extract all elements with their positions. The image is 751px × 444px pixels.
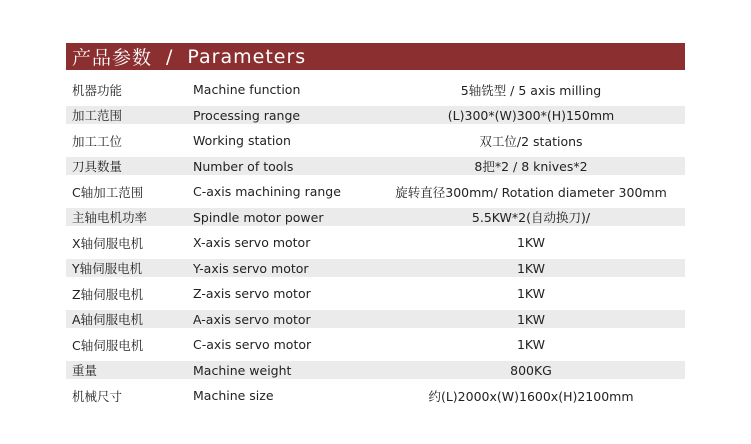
table-row [66,281,685,307]
table-row [66,259,685,277]
param-name-cn: 刀具数量 [72,159,123,175]
param-name-cn: C轴加工范围 [72,184,144,200]
param-value: 1KW [516,286,546,302]
param-name-en: X-axis servo motor [193,235,311,251]
param-name-en: Machine weight [193,362,292,378]
title-chinese: 产品参数 [72,47,153,69]
table-row [66,361,685,379]
table-row [66,77,685,103]
param-name-en: Machine function [193,82,301,98]
title-separator: / [166,45,174,68]
param-value: 5.5KW*2(自动换刀)/ [471,210,591,226]
param-name-en: Number of tools [193,158,294,174]
table-row [66,332,685,358]
param-name-cn: Z轴伺服电机 [72,286,144,302]
param-name-cn: 机器功能 [72,82,123,98]
table-row [66,230,685,256]
parameters-table [66,43,685,409]
param-value: 8把*2 / 8 knives*2 [474,159,588,175]
param-value: 约(L)2000x(W)1600x(H)2100mm [428,388,634,404]
param-name-cn: 机械尺寸 [72,388,123,404]
param-name-en: C-axis servo motor [193,337,312,353]
param-value: 1KW [516,260,546,276]
param-name-en: C-axis machining range [193,184,341,200]
param-name-en: Spindle motor power [193,209,324,225]
param-name-en: A-axis servo motor [193,311,311,327]
param-value: (L)300*(W)300*(H)150mm [447,107,615,123]
param-name-cn: 重量 [72,363,98,379]
param-name-en: Y-axis servo motor [193,260,309,276]
param-name-en: Working station [193,133,291,149]
table-row [66,310,685,328]
table-row [66,383,685,409]
param-name-cn: Y轴伺服电机 [72,261,143,277]
param-name-cn: 加工工位 [72,133,123,149]
param-value: 1KW [516,235,546,251]
param-name-cn: A轴伺服电机 [72,312,144,328]
param-value: 800KG [510,362,552,378]
param-name-en: Processing range [193,107,301,123]
table-row [66,157,685,175]
title-english: Parameters [187,45,307,68]
table-header [66,43,685,70]
table-row [66,128,685,154]
table-row [66,208,685,226]
param-name-en: Machine size [193,388,274,404]
param-name-cn: 加工范围 [72,108,123,124]
param-value: 1KW [516,311,546,327]
table-row [66,179,685,205]
table-row [66,106,685,124]
param-name-cn: X轴伺服电机 [72,235,144,251]
param-name-cn: 主轴电机功率 [72,210,148,226]
param-value: 5轴铣型 / 5 axis milling [460,82,602,98]
param-name-cn: C轴伺服电机 [72,337,144,353]
parameter-rows [66,77,685,409]
param-value: 双工位/2 stations [479,133,583,149]
param-value: 旋转直径300mm/ Rotation diameter 300mm [395,184,667,200]
param-value: 1KW [516,337,546,353]
param-name-en: Z-axis servo motor [193,286,311,302]
